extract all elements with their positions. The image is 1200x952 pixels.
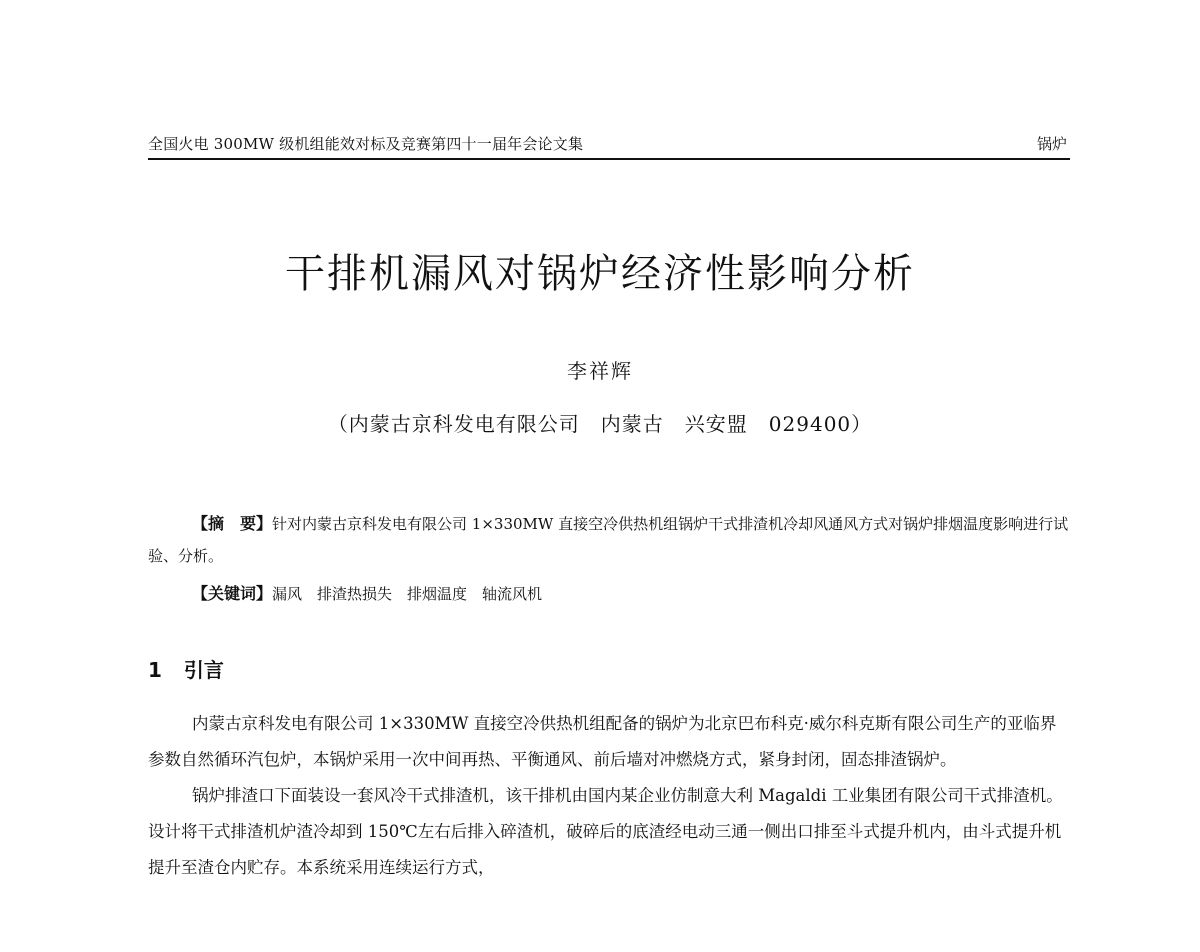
header-rule [148,158,1070,160]
abstract [148,508,1070,572]
abstract-text: 针对内蒙古京科发电有限公司 1×330MW 直接空冷供热机组锅炉干式排渣机冷却风通风方式对锅炉排烟温度影响进行试验、分析。 [148,515,1069,565]
running-header-right: 锅炉 [1036,135,1067,153]
keywords-label: 【关键词】 [192,584,273,603]
keywords-text: 漏风 排渣热损失 排烟温度 轴流风机 [272,585,543,603]
running-header-left: 全国火电 300MW 级机组能效对标及竞赛第四十一届年会论文集 [148,135,584,153]
abstract-label: 【摘 要】 [192,514,273,533]
affiliation: （内蒙古京科发电有限公司 内蒙古 兴安盟 029400） [327,412,873,436]
section-heading [148,654,1070,683]
section-body [148,706,1070,886]
keywords [148,582,1070,606]
body-paragraph: 锅炉排渣口下面装设一套风冷干式排渣机，该干排机由国内某企业仿制意大利 Magaldi 工业集团有限公司干式排渣机。设计将干式排渣机炉渣冷却到 150℃左右后排入碎渣机，破碎后的底渣经电动三通一侧出口排至斗式提升机内，由斗式提升机提升至渣仓内贮存。本系统采用连续运行方式， [148,786,1063,877]
section-title: 引言 [183,658,224,682]
body-paragraph: 内蒙古京科发电有限公司 1×330MW 直接空冷供热机组配备的锅炉为北京巴布科克·威尔科克斯有限公司生产的亚临界参数自然循环汽包炉，本锅炉采用一次中间再热、平衡通风、前后墙对冲燃烧方式，紧身封闭，固态排渣锅炉。 [148,714,1057,769]
section-number: 1 [148,658,162,682]
author: 李祥辉 [567,359,633,383]
paper-title: 干排机漏风对锅炉经济性影响分析 [285,251,915,297]
